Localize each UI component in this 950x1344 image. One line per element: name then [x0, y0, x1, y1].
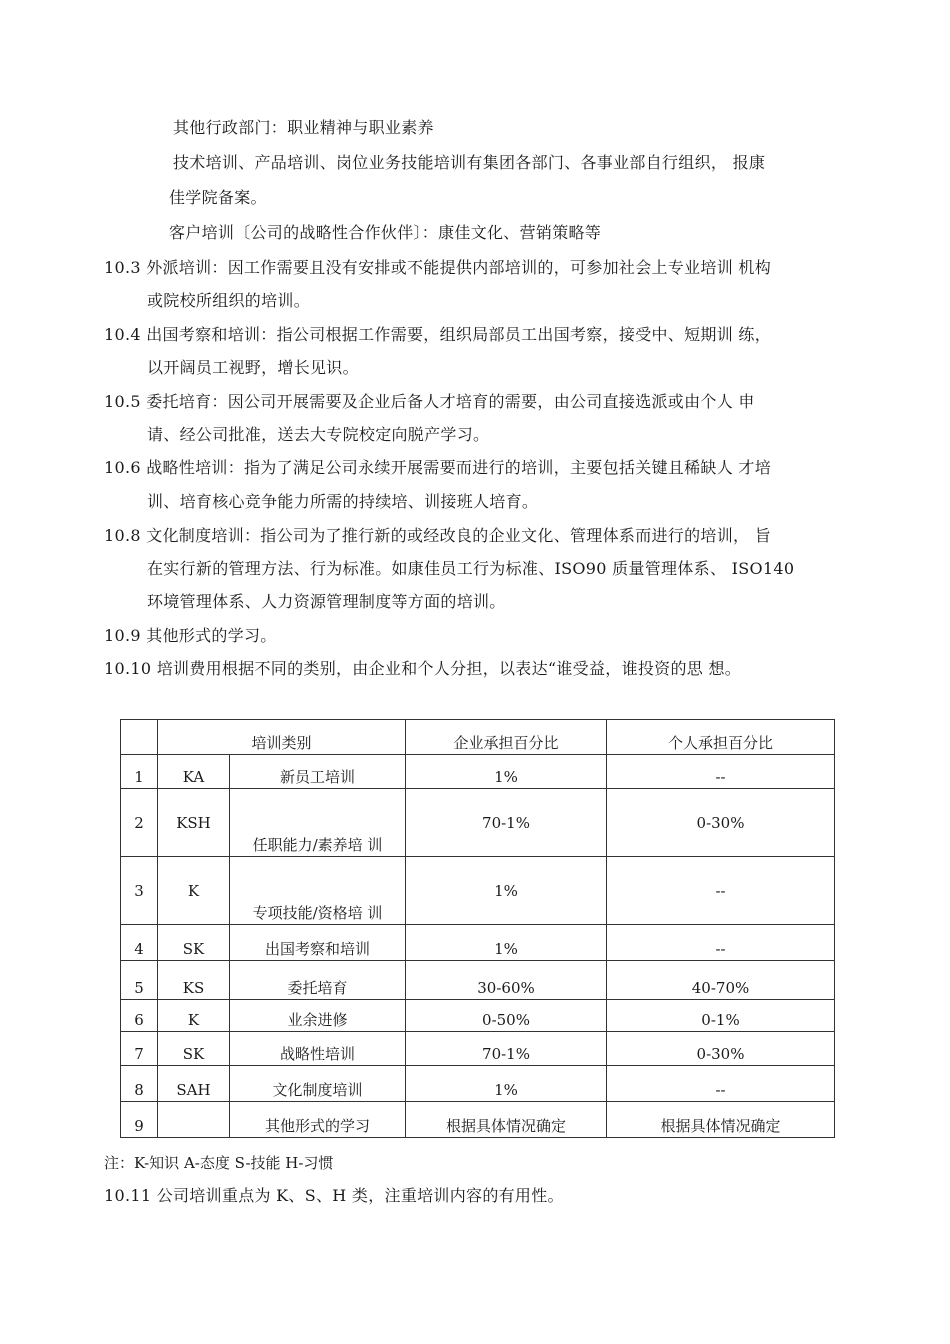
table-row: [121, 857, 835, 925]
paragraph-10-4-line2: 以开阔员工视野，增长见识。: [147, 358, 359, 377]
row-company-share: 1%: [406, 925, 607, 961]
row-number: 1: [121, 755, 158, 789]
row-category: 战略性培训: [230, 1032, 406, 1066]
row-number: 7: [121, 1032, 158, 1066]
row-number: 3: [121, 857, 158, 925]
row-personal-share: 0-30%: [607, 1032, 835, 1066]
row-code: KSH: [158, 789, 230, 857]
row-company-share: 30-60%: [406, 961, 607, 1000]
row-category: 其他形式的学习: [230, 1102, 406, 1138]
row-company-share: 1%: [406, 1066, 607, 1102]
table-row: [121, 925, 835, 961]
paragraph-10-8-line1: 10.8 文化制度培训：指公司为了推行新的或经改良的企业文化、管理体系而进行的培训， 旨: [104, 526, 771, 545]
row-category: 专项技能/资格培 训: [230, 857, 406, 925]
row-personal-share: 40-70%: [607, 961, 835, 1000]
row-company-share: 70-1%: [406, 789, 607, 857]
paragraph-technical-training-line1: 技术培训、产品培训、岗位业务技能培训有集团各部门、各事业部自行组织， 报康: [173, 153, 766, 172]
row-category: 委托培育: [230, 961, 406, 1000]
table-row: [121, 789, 835, 857]
row-number: 4: [121, 925, 158, 961]
row-category: 出国考察和培训: [230, 925, 406, 961]
row-company-share: 根据具体情况确定: [406, 1102, 607, 1138]
row-personal-share: --: [607, 925, 835, 961]
row-company-share: 0-50%: [406, 1000, 607, 1032]
row-category: 业余进修: [230, 1000, 406, 1032]
table-row: [121, 755, 835, 789]
paragraph-10-3-line1: 10.3 外派培训：因工作需要且没有安排或不能提供内部培训的，可参加社会上专业培训 机构: [104, 258, 771, 277]
paragraph-admin-departments: 其他行政部门：职业精神与职业素养: [173, 118, 434, 137]
paragraph-customer-training: 客户培训〔公司的战略性合作伙伴〕：康佳文化、营销策略等: [169, 223, 602, 242]
table-row: [121, 1000, 835, 1032]
paragraph-10-11: 10.11 公司培训重点为 K、S、H 类，注重培训内容的有用性。: [104, 1186, 564, 1205]
header-personal-share: 个人承担百分比: [607, 720, 835, 755]
header-number-cell: [121, 720, 158, 755]
row-company-share: 1%: [406, 857, 607, 925]
row-personal-share: 0-1%: [607, 1000, 835, 1032]
cost-sharing-table: [120, 719, 835, 1138]
row-number: 9: [121, 1102, 158, 1138]
row-personal-share: --: [607, 857, 835, 925]
header-company-share: 企业承担百分比: [406, 720, 607, 755]
paragraph-10-8-line2: 在实行新的管理方法、行为标准。如康佳员工行为标准、ISO90 质量管理体系、 ISO140: [147, 559, 795, 578]
row-personal-share: 根据具体情况确定: [607, 1102, 835, 1138]
row-code: K: [158, 1000, 230, 1032]
row-code: KA: [158, 755, 230, 789]
row-code: SK: [158, 1032, 230, 1066]
table-row: [121, 1102, 835, 1138]
row-number: 2: [121, 789, 158, 857]
row-code: SK: [158, 925, 230, 961]
paragraph-10-10: 10.10 培训费用根据不同的类别，由企业和个人分担，以表达“谁受益，谁投资的思 想。: [104, 659, 742, 678]
row-company-share: 1%: [406, 755, 607, 789]
table-row: [121, 961, 835, 1000]
row-personal-share: --: [607, 1066, 835, 1102]
paragraph-10-6-line1: 10.6 战略性培训：指为了满足公司永续开展需要而进行的培训，主要包括关键且稀缺人 才培: [104, 458, 771, 477]
row-personal-share: 0-30%: [607, 789, 835, 857]
row-code: SAH: [158, 1066, 230, 1102]
table-footnote: 注：K-知识 A-态度 S-技能 H-习惯: [104, 1154, 334, 1172]
row-category: 新员工培训: [230, 755, 406, 789]
row-code: KS: [158, 961, 230, 1000]
row-company-share: 70-1%: [406, 1032, 607, 1066]
row-category: 文化制度培训: [230, 1066, 406, 1102]
row-personal-share: --: [607, 755, 835, 789]
row-code: [158, 1102, 230, 1138]
paragraph-10-5-line1: 10.5 委托培育：因公司开展需要及企业后备人才培育的需要，由公司直接选派或由个人 申: [104, 392, 755, 411]
row-number: 5: [121, 961, 158, 1000]
table-row: [121, 1066, 835, 1102]
row-number: 6: [121, 1000, 158, 1032]
paragraph-10-4-line1: 10.4 出国考察和培训：指公司根据工作需要，组织局部员工出国考察，接受中、短期训 练，: [104, 325, 771, 344]
table-header-row: [121, 720, 835, 755]
table-row: [121, 1032, 835, 1066]
paragraph-10-9: 10.9 其他形式的学习。: [104, 626, 277, 645]
header-category: 培训类别: [158, 720, 406, 755]
row-code: K: [158, 857, 230, 925]
row-number: 8: [121, 1066, 158, 1102]
row-category: 任职能力/素养培 训: [230, 789, 406, 857]
paragraph-10-5-line2: 请、经公司批准，送去大专院校定向脱产学习。: [147, 425, 490, 444]
paragraph-10-3-line2: 或院校所组织的培训。: [147, 291, 311, 310]
paragraph-10-8-line3: 环境管理体系、人力资源管理制度等方面的培训。: [147, 592, 506, 611]
paragraph-technical-training-line2: 佳学院备案。: [169, 188, 267, 207]
paragraph-10-6-line2: 训、培育核心竞争能力所需的持续培、训接班人培育。: [147, 492, 539, 511]
